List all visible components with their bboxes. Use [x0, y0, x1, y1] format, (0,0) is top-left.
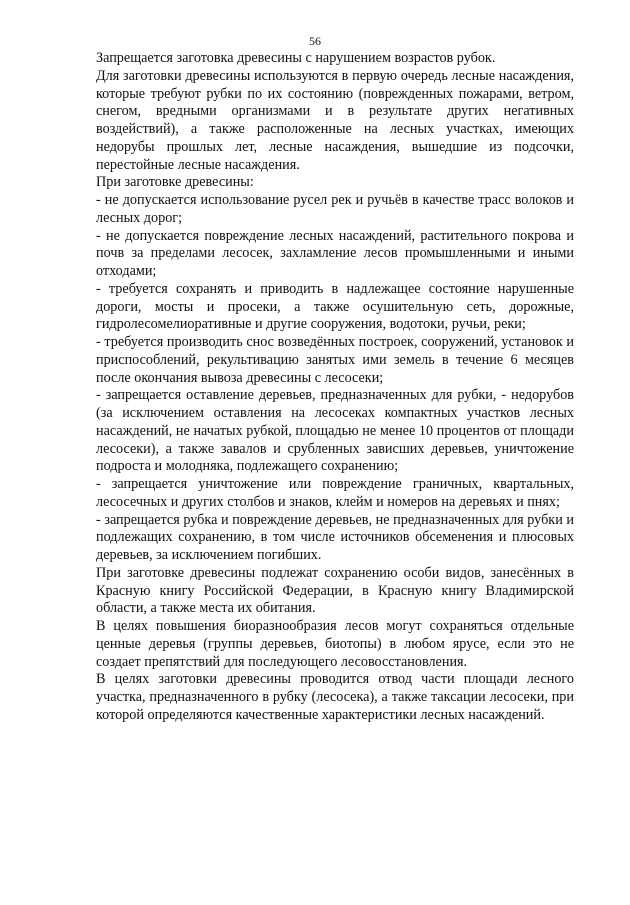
- paragraph-2: Для заготовки древесины используются в первую очередь лесные насаждения, которые требуют рубки по их состоянию (поврежденных пожарами, ветром, снегом, вредными организмами и в результате других негативных воздействий), а также расположенные на лесных участках, имеющих недорубы прошлых лет, лесные насаждения, вышедшие из подсочки, перестойные лесные насаждения.: [96, 67, 574, 173]
- document-body: [96, 50, 574, 725]
- paragraph-6: - требуется сохранять и приводить в надлежащее состояние нарушенные дороги, мосты и просеки, а также осушительную сеть, дорожные, гидролесомелиоративные и другие сооружения, водотоки, ручьи, реки;: [96, 280, 574, 333]
- paragraph-10: - запрещается рубка и повреждение деревьев, не предназначенных для рубки и подлежащих сохранению, в том числе источников обсеменения и плюсовых деревьев, за исключением погибших.: [96, 511, 574, 563]
- paragraph-5: - не допускается повреждение лесных насаждений, растительного покрова и почв за пределами лесосек, захламление лесов промышленными и иными отходами;: [96, 227, 574, 279]
- paragraph-9: - запрещается уничтожение или повреждение граничных, квартальных, лесосечных и других столбов и знаков, клейм и номеров на деревьях и пнях;: [96, 476, 574, 510]
- paragraph-7: - требуется производить снос возведённых построек, сооружений, установок и приспособлений, рекультивацию занятых ими земель в течение 6 месяцев после окончания вывоза древесины с лесосеки;: [96, 334, 574, 386]
- paragraph-4: - не допускается использование русел рек и ручьёв в качестве трасс волоков и лесных дорог;: [96, 192, 574, 226]
- paragraph-11: При заготовке древесины подлежат сохранению особи видов, занесённых в Красную книгу Российской Федерации, в Красную книгу Владимирской области, а также места их обитания.: [96, 564, 574, 617]
- paragraph-1: Запрещается заготовка древесины с нарушением возрастов рубок.: [96, 50, 496, 66]
- paragraph-13: В целях заготовки древесины проводится отвод части площади лесного участка, предназначенного в рубку (лесосека), а также таксации лесосеки, при которой определяются качественные характеристики лесных насаждений.: [96, 671, 574, 723]
- paragraph-12: В целях повышения биоразнообразия лесов могут сохраняться отдельные ценные деревья (группы деревьев, биотопы) в любом ярусе, если это не создает препятствий для последующего лесовосстановления.: [96, 618, 574, 670]
- paragraph-3: При заготовке древесины:: [96, 174, 254, 191]
- page-number: 56: [309, 34, 321, 48]
- paragraph-8: - запрещается оставление деревьев, предназначенных для рубки, - недорубов (за исключением оставления на лесосеках компактных участков лесных насаждений, не начатых рубкой, площадью не менее 10 процентов от площади лесосеки), а также завалов и срубленных зависших деревьев, уничтожение подроста и молодняка, подлежащего сохранению;: [96, 387, 574, 475]
